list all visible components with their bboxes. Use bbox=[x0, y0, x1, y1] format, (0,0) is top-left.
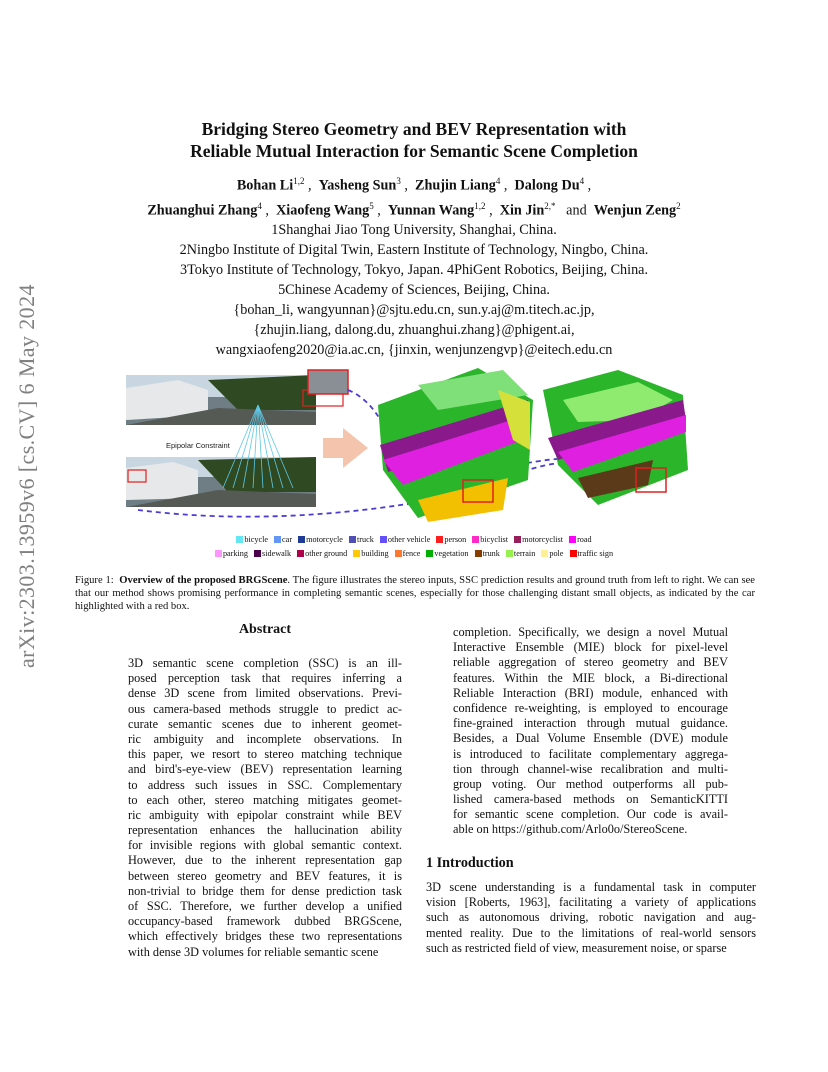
overview-figure bbox=[118, 360, 718, 560]
text-line: tion through channel-wise recalibration and multi- bbox=[453, 761, 728, 776]
legend-label: other ground bbox=[305, 549, 348, 558]
email-line: wangxiaofeng2020@ia.ac.cn, {jinxin, wenjunzengvp}@eitech.edu.cn bbox=[215, 342, 613, 359]
ground-truth bbox=[543, 370, 688, 505]
text-line: 3D scene understanding is a fundamental task in computer bbox=[426, 880, 756, 894]
authors-line-2: Zhuanghui Zhang$^4$ , Xiaofeng Wang$^5$ , Yunnan Wang$^{1,2}$ , Xin Jin$^{2,*}$ and Wenjun Zeng$^2$ bbox=[147, 200, 681, 219]
stereo-image-right bbox=[126, 457, 316, 507]
legend-swatch bbox=[297, 550, 304, 557]
text-line: for invisible regions with global semantic context. bbox=[128, 838, 402, 853]
legend-label: motorcyclist bbox=[522, 535, 564, 544]
author-affil: 1,2 bbox=[474, 200, 486, 211]
text-line: with dense 3D volumes for reliable semantic scene bbox=[128, 944, 379, 959]
author-name: Xiaofeng Wang bbox=[276, 202, 370, 219]
legend-label: bicyclist bbox=[480, 535, 509, 544]
email-line: {zhujin.liang, dalong.du, zhuanghui.zhang}@phigent.ai, bbox=[253, 322, 575, 339]
epipolar-label: Epipolar Constraint bbox=[166, 441, 230, 450]
legend-item bbox=[506, 548, 535, 560]
legend-swatch bbox=[506, 550, 513, 557]
legend-item bbox=[472, 534, 508, 546]
title-line: Bridging Stereo Geometry and BEV Representation with bbox=[201, 119, 627, 139]
legend-swatch bbox=[475, 550, 482, 557]
text-line: completion. Specifically, we design a novel Mutual bbox=[453, 625, 728, 639]
text-line: ric ambiguity and incomplete observations. In bbox=[128, 731, 402, 746]
text-line: curate semantic scenes due to inherent geomet- bbox=[128, 716, 402, 731]
email-line: {bohan_li, wangyunnan}@sjtu.edu.cn, sun.y.aj@m.titech.ac.jp, bbox=[233, 302, 595, 319]
legend-label: pole bbox=[549, 549, 564, 558]
text-line: 3D semantic scene completion (SSC) is an ill- bbox=[128, 656, 402, 670]
arxiv-identifier: arXiv:2303.13959v6 [cs.CV] 6 May 2024 bbox=[14, 284, 39, 668]
legend-label: building bbox=[361, 549, 389, 558]
legend-item bbox=[570, 548, 614, 560]
author-name: Xin Jin bbox=[499, 202, 545, 219]
legend-item bbox=[274, 534, 292, 546]
author-affil: 2,* bbox=[544, 200, 556, 211]
text-line: between stereo geometry and BEV features, it is bbox=[128, 868, 402, 883]
legend-swatch bbox=[274, 536, 281, 543]
text-line: for semantic scene completion. Our code is avail- bbox=[453, 807, 728, 822]
text-line: and bird's-eye-view (BEV) representation learning bbox=[128, 762, 402, 777]
text-line: posed perception task that requires inferring a bbox=[128, 671, 402, 686]
legend-swatch bbox=[541, 550, 548, 557]
legend-swatch bbox=[472, 536, 479, 543]
author-name: Wenjun Zeng bbox=[593, 202, 677, 219]
legend-swatch bbox=[514, 536, 521, 543]
text-line: dense 3D scene from limited observations. Previ- bbox=[128, 686, 402, 701]
text-line: confidence re-weighting, is employed to encourage bbox=[453, 700, 728, 715]
legend-label: motorcycle bbox=[306, 535, 343, 544]
text-line: such as autonomous driving, robotic navigation and aug- bbox=[426, 910, 756, 925]
text-line: features. Within the MIE block, a Bi-directional bbox=[453, 670, 728, 685]
legend-label: truck bbox=[356, 535, 374, 544]
author-affil: 4 bbox=[579, 176, 585, 186]
legend-swatch bbox=[380, 536, 387, 543]
legend-item bbox=[514, 534, 563, 546]
text-line: representation enhances the hallucination ability bbox=[128, 823, 402, 838]
paper-title bbox=[0, 118, 828, 162]
legend-label: sidewalk bbox=[262, 549, 292, 558]
author-affil: 4 bbox=[257, 200, 262, 211]
legend-item bbox=[395, 548, 421, 560]
text-line: group voting. Our method outperforms all pub- bbox=[453, 776, 728, 791]
text-line: this paper, we resort to stereo matching technique bbox=[128, 747, 402, 762]
legend-item bbox=[541, 548, 563, 560]
legend-item bbox=[349, 534, 374, 546]
text-line: non-trivial to bridge them for dense prediction task bbox=[128, 883, 402, 898]
affiliation-line: 5Chinese Academy of Sciences, Beijing, China. bbox=[278, 282, 550, 299]
legend-label: parking bbox=[222, 549, 248, 558]
legend-label: car bbox=[282, 535, 293, 544]
abstract-heading: Abstract bbox=[238, 622, 292, 637]
legend-label: terrain bbox=[513, 549, 536, 558]
text-line: Reliable Interaction (BRI) module, enhanced with bbox=[453, 685, 728, 700]
caption-bold: Overview of the proposed BRGScene bbox=[119, 575, 288, 586]
caption-prefix: Figure 1: bbox=[75, 575, 114, 586]
authors-line-1: Bohan Li$^{1,2}$ , Yasheng Sun$^3$ , Zhujin Liang$^4$ , Dalong Du$^4$ , bbox=[236, 176, 592, 194]
author-affil: 4 bbox=[495, 176, 501, 186]
caption-text: . The figure illustrates the stereo inputs, SSC prediction results and ground truth from left to right. We can see that our method shows promising performance in completing semantic scenes, especially for those challenging distant small objects, as indicated by the car highlighted with a red box. bbox=[75, 575, 755, 612]
legend-swatch bbox=[298, 536, 305, 543]
text-line: ric ambiguity with epipolar constraint while BEV bbox=[128, 807, 402, 822]
legend-label: vegetation bbox=[434, 549, 469, 558]
legend-label: fence bbox=[402, 549, 421, 558]
text-line: which effectively bridges these two representations bbox=[128, 929, 402, 944]
author-affil: 1,2 bbox=[293, 176, 305, 186]
text-line: to each other, stereo matching mitigates geomet- bbox=[128, 792, 402, 807]
legend-label: other vehicle bbox=[387, 535, 431, 544]
text-line: reliable aggregation of stereo geometry and BEV bbox=[453, 655, 728, 670]
text-line: fine-grained interaction through mutual guidance. bbox=[453, 716, 728, 731]
author-name: Dalong Du bbox=[514, 177, 580, 194]
legend-item bbox=[436, 534, 466, 546]
legend-item bbox=[569, 534, 592, 546]
author-name: Yasheng Sun bbox=[318, 177, 397, 194]
legend-label: bicycle bbox=[244, 535, 268, 544]
legend-label: person bbox=[444, 535, 467, 544]
author-affil: 2 bbox=[676, 200, 681, 211]
legend-item bbox=[254, 548, 291, 560]
legend-swatch bbox=[353, 550, 360, 557]
text-line: vision [Roberts, 1963], facilitating a variety of applications bbox=[426, 895, 756, 910]
author-name: Bohan Li bbox=[236, 177, 294, 194]
text-line: such as restricted field of view, measurement noise, or sparse bbox=[426, 940, 727, 955]
author-affil: 3 bbox=[396, 176, 401, 186]
intro-body bbox=[426, 880, 756, 956]
author-block bbox=[0, 171, 828, 360]
legend-label: trunk bbox=[482, 549, 500, 558]
pipeline-arrow bbox=[323, 428, 368, 468]
author-affil: 5 bbox=[369, 200, 374, 211]
title-line: Reliable Mutual Interaction for Semantic Scene Completion bbox=[190, 141, 638, 161]
zoom-car-inset bbox=[308, 370, 348, 394]
legend-swatch bbox=[236, 536, 243, 543]
text-line: mented reality. Due to the limitations of real-world sensors bbox=[426, 925, 756, 940]
figure-caption bbox=[75, 574, 755, 613]
author-name: Zhuanghui Zhang bbox=[147, 202, 258, 219]
text-line: occupancy-based framework dubbed BRGScene, bbox=[128, 914, 402, 929]
text-line: Interactive Ensemble (MIE) block for pixel-level bbox=[453, 640, 728, 655]
text-line: of SSC. Therefore, we further develop a unified bbox=[128, 899, 402, 913]
legend-swatch bbox=[395, 550, 402, 557]
legend-label: traffic sign bbox=[577, 549, 614, 558]
legend-item bbox=[475, 548, 500, 560]
text-line: to address such issues in SSC. Complementary bbox=[128, 777, 402, 792]
legend-swatch bbox=[254, 550, 261, 557]
legend-swatch bbox=[349, 536, 356, 543]
legend-row-1 bbox=[0, 534, 828, 546]
ssc-prediction bbox=[378, 368, 533, 522]
legend-item bbox=[353, 548, 388, 560]
legend-item bbox=[298, 534, 343, 546]
text-line: However, due to the inherent representation gap bbox=[128, 853, 402, 868]
text-line: is introduced to facilitate complementary aggrega- bbox=[453, 746, 728, 761]
text-line: ous camera-based methods struggle to predict ac- bbox=[128, 701, 402, 716]
legend-item bbox=[236, 534, 268, 546]
legend-item bbox=[215, 548, 248, 560]
legend-swatch bbox=[570, 550, 577, 557]
author-name: Zhujin Liang bbox=[415, 177, 496, 194]
legend-row-2 bbox=[0, 548, 828, 560]
legend-swatch bbox=[569, 536, 576, 543]
legend-item bbox=[297, 548, 347, 560]
legend-item bbox=[426, 548, 468, 560]
text-line: Besides, a Dual Volume Ensemble (DVE) module bbox=[453, 731, 728, 746]
abstract-body bbox=[128, 656, 402, 960]
affiliation-line: 3Tokyo Institute of Technology, Tokyo, Japan. 4PhiGent Robotics, Beijing, China. bbox=[179, 262, 649, 279]
and-word: and bbox=[566, 202, 587, 219]
text-line: lished camera-based methods on SemanticKITTI bbox=[453, 792, 728, 807]
intro-heading: 1 Introduction bbox=[426, 855, 514, 871]
affiliation-line: 2Ningbo Institute of Digital Twin, Eastern Institute of Technology, Ningbo, China. bbox=[179, 242, 649, 259]
legend-swatch bbox=[426, 550, 433, 557]
abstract-continued bbox=[453, 625, 728, 838]
author-name: Yunnan Wang bbox=[387, 202, 475, 219]
legend-label: road bbox=[577, 535, 592, 544]
legend-swatch bbox=[436, 536, 443, 543]
affiliation-line: 1Shanghai Jiao Tong University, Shanghai, China. bbox=[271, 222, 557, 239]
text-line: able on https://github.com/Arlo0o/StereoScene. bbox=[453, 822, 688, 837]
legend-swatch bbox=[215, 550, 222, 557]
legend-item bbox=[380, 534, 431, 546]
